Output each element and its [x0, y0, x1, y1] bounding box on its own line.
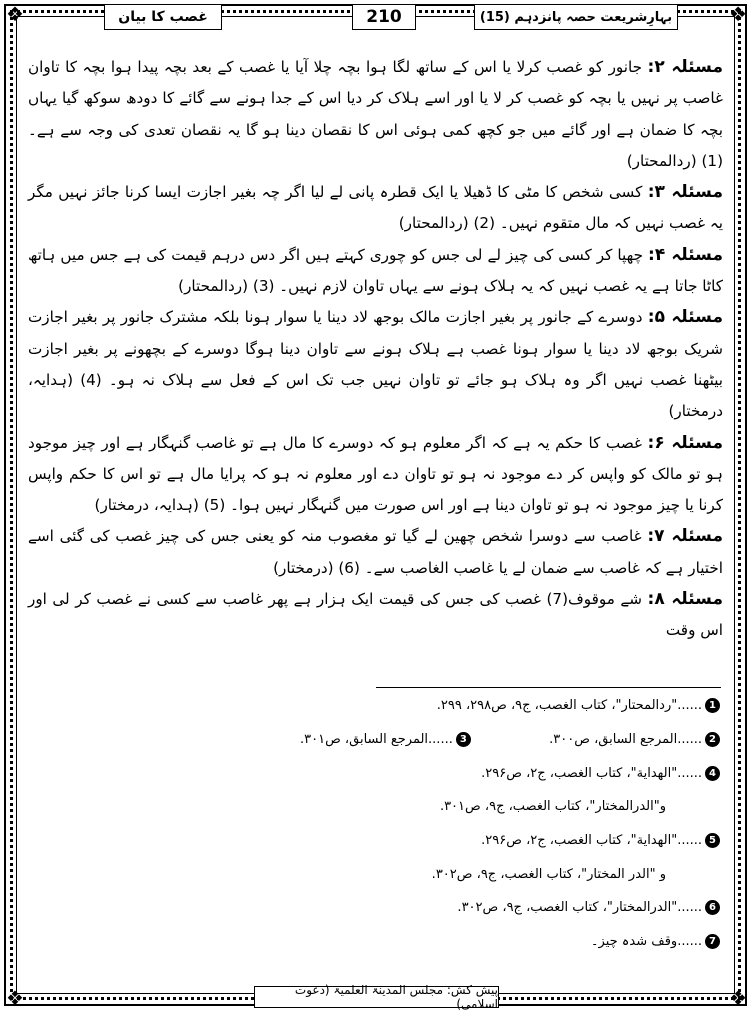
- corner-ornament-icon: ❖: [6, 986, 24, 1010]
- masala-paragraph: [28, 240, 723, 303]
- footnote-continuation: و"الدرالمختار"، کتاب الغصب، ج۹، ص۳۰۱.: [439, 799, 666, 814]
- masala-label: مسئلہ ۴:: [648, 244, 723, 265]
- masala-text: جانور کو غصب کرلا یا اس کے ساتھ لگا ہوا بچہ چلا آیا یا غصب کے بعد بچہ پیدا ہوا بچہ کا تاوان غاصب پر نہیں یا بچہ کو غصب کر لا یا اور اسے ہلاک کر دیا اس کے جدا ہونے سے گائے کا دودھ سوکھ گیا یہاں بچہ کا ضمان ہے اور گائے میں جو کچھ کمی ہوئی اس کا نقصان دینا ہو گا یہ نقصان تعدی کی وجہ سے ہے۔: [28, 58, 723, 139]
- footnote-text: ......"ردالمحتار"، کتاب الغصب، ج۹، ص۲۹۸، ۲۹۹.: [436, 698, 702, 713]
- footnote-text: ......وقف شدہ چیز۔: [590, 934, 702, 949]
- masala-text: غاصب سے دوسرا شخص چھین لے گیا تو مغصوب منہ کو یعنی جس کی چیز غصب کی گئی اسے اختیار ہے کہ غاصب سے ضمان لے یا غاصب الغاصب سے۔: [28, 527, 723, 577]
- masala-label: مسئلہ ۷:: [647, 526, 723, 547]
- masala-label: مسئلہ ۸:: [647, 589, 723, 610]
- footnote-number: 7: [705, 934, 720, 949]
- footnote-number: 2: [705, 732, 720, 747]
- footnote-row: [30, 730, 720, 750]
- footnote: [300, 732, 471, 747]
- footnote-separator: [376, 687, 721, 688]
- masala-paragraph: [28, 302, 723, 427]
- footnote-number: 6: [705, 900, 720, 915]
- masala-text: کسی شخص کا مٹی کا ڈھیلا یا ایک قطرہ پانی لے لیا اگر چہ بغیر اجازت ایسا کرنا جائز نہیں مگر یہ غصب نہیں کہ مال متقوم نہیں۔: [28, 183, 723, 233]
- footnote-continuation: و "الدر المختار"، کتاب الغصب، ج۹، ص۳۰۲.: [431, 867, 666, 882]
- masala-text: غصب کا حکم یہ ہے کہ اگر معلوم ہو کہ دوسرے کا مال ہے تو غاصب گنہگار ہے اور چیز موجود ہو تو مالک کو واپس کر دے موجود نہ ہو تو تاوان دے اور معلوم نہ ہو کہ پرایا مال ہے تو اس کا حکم واپس کرنا یا چیز موجود نہ ہو تو تاوان دینا ہے اور اس صورت میں گنہگار نہیں ہوا۔: [28, 433, 723, 515]
- footnote-number: 4: [705, 766, 720, 781]
- footer-presenter: پیش کش: مجلس المدینۃ العلمیۃ (دعوت اسلامی): [254, 986, 499, 1008]
- masala-paragraph: [28, 428, 723, 522]
- footnote-text: ......المرجع السابق، ص۳۰۰.: [549, 732, 702, 747]
- main-text: [28, 52, 723, 647]
- footnote-text: ......المرجع السابق، ص۳۰۱.: [299, 732, 453, 747]
- footnote-text: ......"الهداية"، کتاب الغصب، ج۲، ص۲۹۶.: [481, 833, 702, 848]
- footnote: [549, 732, 720, 747]
- footnote: [30, 898, 720, 918]
- reference: (2) (ردالمحتار): [398, 214, 496, 233]
- corner-ornament-icon: ❖: [6, 2, 24, 26]
- footnote-number: 5: [705, 833, 720, 848]
- footnote-text: ......"الهداية"، کتاب الغصب، ج۲، ص۲۹۶.: [481, 766, 702, 781]
- footnote-text: ......"الدرالمختار"، کتاب الغصب، ج۹، ص۳۰۲.: [457, 900, 702, 915]
- masala-paragraph: [28, 584, 723, 647]
- footnote: [30, 696, 720, 716]
- reference: (3) (ردالمحتار): [178, 277, 275, 296]
- masala-label: مسئلہ ۵:: [647, 307, 723, 328]
- masala-label: مسئلہ ۳:: [647, 182, 723, 203]
- corner-ornament-icon: ❖: [729, 986, 747, 1010]
- reference: (5) (ہدایہ، درمختار): [94, 496, 226, 515]
- reference: (4) (ہدایہ، درمختار): [28, 370, 723, 421]
- corner-ornament-icon: ❖: [729, 2, 747, 26]
- masala-paragraph: [28, 521, 723, 584]
- footnote: [30, 764, 720, 784]
- footnote: [30, 932, 720, 952]
- reference: (6) (درمختار): [273, 558, 360, 577]
- masala-label: مسئلہ ۲:: [647, 57, 723, 77]
- book-title: بہارِشریعت حصہ پانزدہم (15): [474, 4, 678, 30]
- footnote-number: 3: [456, 732, 471, 747]
- masala-paragraph: [28, 52, 723, 177]
- footnote-number: 1: [705, 698, 720, 713]
- masala-text: شے موقوف(7) غصب کی جس کی قیمت ایک ہزار ہے پھر غاصب سے کسی نے غصب کر لی اور اس وقت: [28, 590, 723, 640]
- chapter-title: غصب کا بیان: [104, 4, 222, 30]
- masala-label: مسئلہ ۶:: [647, 432, 723, 453]
- reference: (1) (ردالمحتار): [626, 151, 723, 170]
- masala-text: دوسرے کے جانور پر بغیر اجازت مالک بوجھ لاد دینا یا سوار ہونا بلکہ مشترک جانور پر بغیر اجازت شریک بوجھ لاد دینا یا سوار ہونا غصب ہے ہلاک ہونے سے تاوان دینا ہوگا دوسرے کے بچھونے پر بغیر اجازت بیٹھنا غصب نہیں اگر وہ ہلاک ہو جائے تو تاوان نہیں جب تک اس کے فعل سے ہلاک نہ ہو۔: [28, 308, 724, 389]
- masala-text: چھپا کر کسی کی چیز لے لی جس کو چوری کہتے ہیں اگر دس درہم قیمت کی ہے جس میں ہاتھ کاٹا جاتا ہے یہ غصب نہیں کہ یہ ہلاک ہونے سے یہاں تاوان لازم نہیں۔: [28, 245, 723, 296]
- footnote: [30, 831, 720, 851]
- page-number: 210: [352, 4, 416, 30]
- masala-paragraph: [28, 177, 723, 240]
